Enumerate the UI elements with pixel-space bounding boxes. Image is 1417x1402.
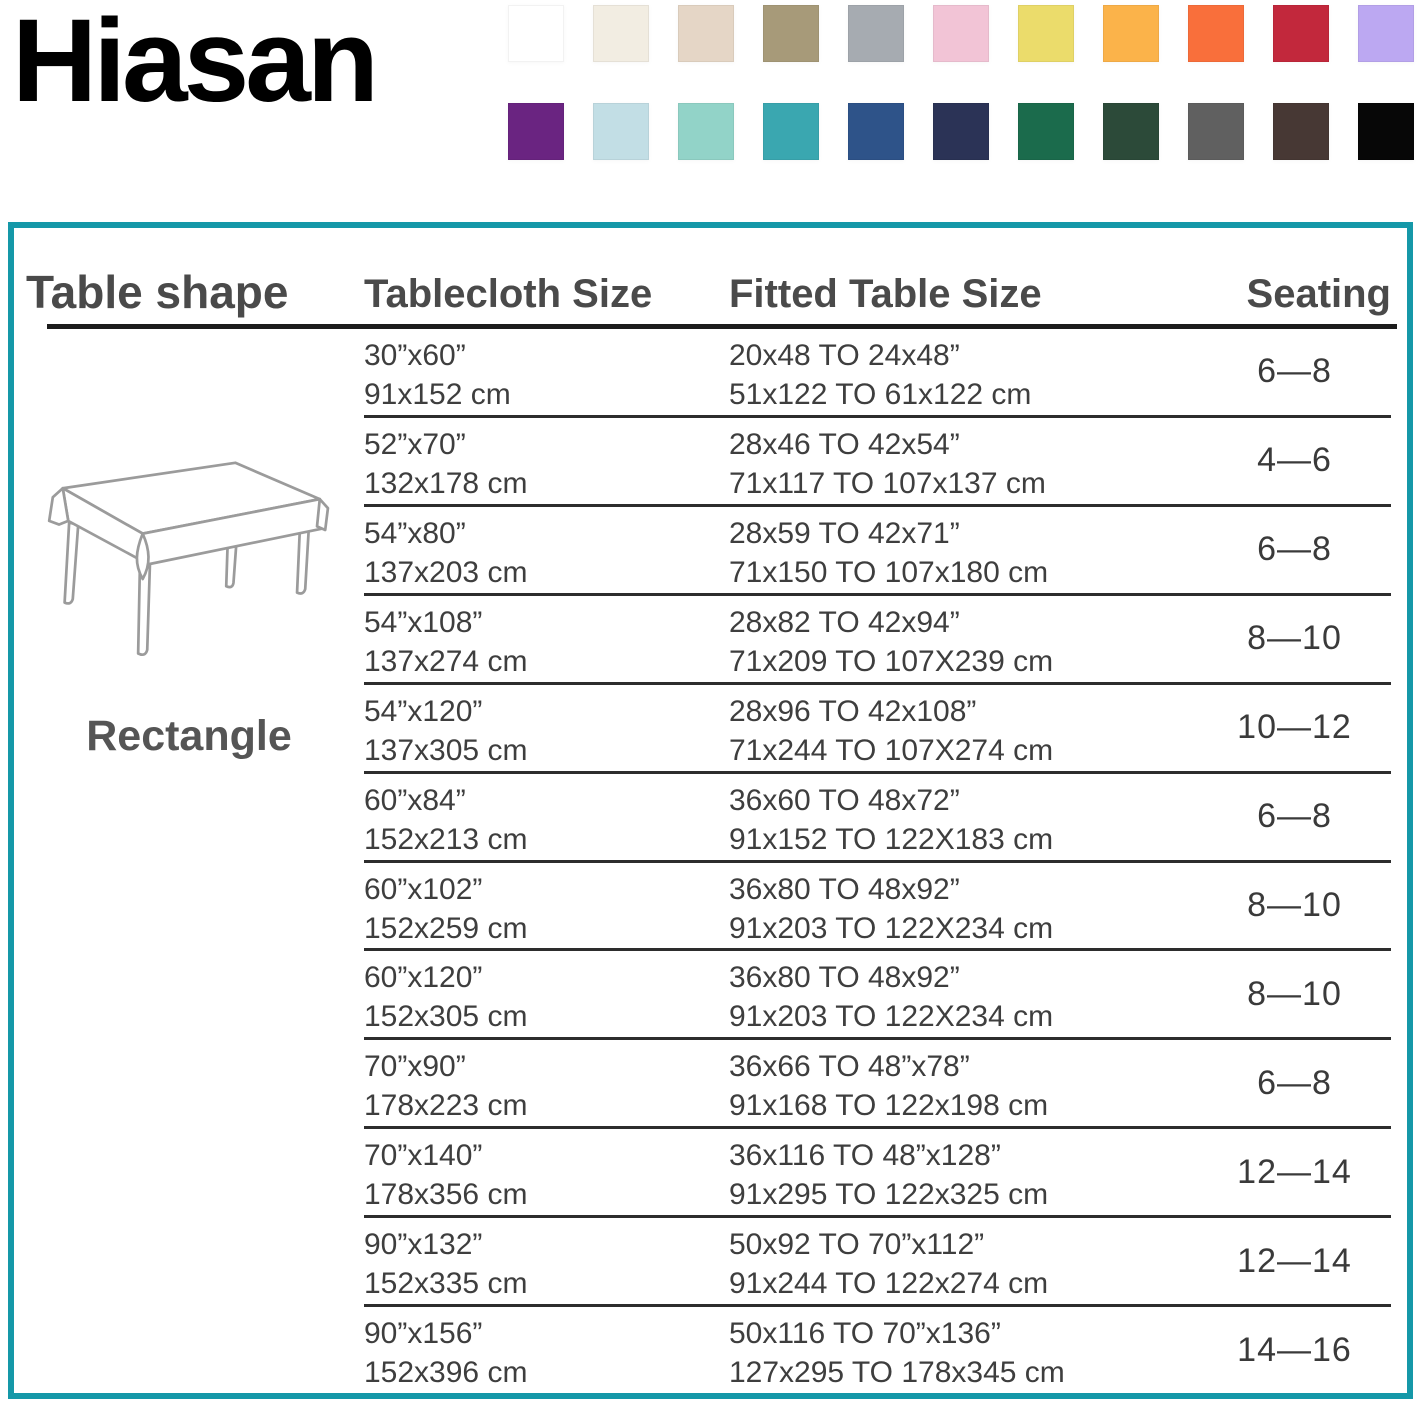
fitted-table-size-cell bbox=[729, 596, 1234, 682]
color-swatch-navy bbox=[933, 103, 989, 160]
color-swatch-yellow bbox=[1018, 5, 1074, 62]
color-swatch-white bbox=[508, 5, 564, 62]
fitted-size-cm: 51x122 TO 61x122 cm bbox=[729, 378, 1032, 411]
size-chart-row bbox=[364, 951, 1391, 1040]
tablecloth-size-cm: 152x396 cm bbox=[364, 1356, 528, 1390]
seating-value: 10—12 bbox=[1237, 708, 1352, 747]
tablecloth-size-cm: 152x335 cm bbox=[364, 1267, 528, 1301]
tablecloth-size-cell bbox=[364, 774, 729, 860]
color-swatch-orange bbox=[1188, 5, 1244, 62]
tablecloth-size-inches: 60”x102” bbox=[364, 872, 483, 906]
tablecloth-size-inches: 54”x120” bbox=[364, 694, 483, 728]
color-swatch-dark-gray bbox=[1188, 103, 1244, 160]
size-chart bbox=[8, 222, 1413, 1399]
size-chart-row bbox=[364, 863, 1391, 952]
size-chart-row bbox=[364, 1218, 1391, 1307]
seating-value: 12—14 bbox=[1237, 1152, 1352, 1191]
color-palette bbox=[508, 5, 1414, 160]
fitted-size-cm: 91x295 TO 122x325 cm bbox=[729, 1178, 1049, 1212]
fitted-size-inches: 20x48 TO 24x48” bbox=[729, 339, 960, 372]
tablecloth-size-inches: 70”x140” bbox=[364, 1139, 483, 1173]
fitted-size-inches: 28x46 TO 42x54” bbox=[729, 427, 960, 461]
seating-value: 8—10 bbox=[1247, 619, 1342, 658]
fitted-size-inches: 50x116 TO 70”x136” bbox=[729, 1317, 1001, 1351]
fitted-table-size-cell bbox=[729, 685, 1234, 771]
fitted-size-inches: 28x82 TO 42x94” bbox=[729, 605, 960, 639]
tablecloth-size-inches: 90”x132” bbox=[364, 1228, 483, 1262]
header-table-shape: Table shape bbox=[26, 266, 289, 318]
size-chart-row bbox=[364, 329, 1391, 418]
fitted-table-size-cell bbox=[729, 418, 1234, 504]
color-swatch-purple bbox=[508, 103, 564, 160]
color-swatch-green bbox=[1018, 103, 1074, 160]
tablecloth-size-cm: 132x178 cm bbox=[364, 466, 528, 500]
tablecloth-size-cm: 137x274 cm bbox=[364, 644, 528, 678]
color-swatch-brown bbox=[1273, 103, 1329, 160]
seating-value: 8—10 bbox=[1247, 885, 1342, 924]
size-chart-row bbox=[364, 1040, 1391, 1129]
tablecloth-size-cm: 91x152 cm bbox=[364, 378, 511, 411]
tablecloth-size-inches: 60”x120” bbox=[364, 961, 483, 995]
rectangle-table-icon bbox=[39, 441, 339, 668]
color-swatch-light-blue bbox=[593, 103, 649, 160]
tablecloth-size-inches: 54”x108” bbox=[364, 605, 483, 639]
fitted-table-size-cell bbox=[729, 1040, 1234, 1126]
tablecloth-size-inches: 90”x156” bbox=[364, 1317, 483, 1351]
tablecloth-size-cell bbox=[364, 863, 729, 949]
header-seating: Seating bbox=[1246, 272, 1391, 316]
color-swatch-ivory bbox=[593, 5, 649, 62]
size-chart-row bbox=[364, 1307, 1391, 1393]
seating-value: 14—16 bbox=[1237, 1330, 1352, 1369]
size-chart-header bbox=[14, 228, 1407, 329]
tablecloth-size-cell bbox=[364, 1307, 729, 1393]
size-chart-row bbox=[364, 507, 1391, 596]
seating-value: 6—8 bbox=[1257, 530, 1332, 569]
color-swatch-gray bbox=[848, 5, 904, 62]
tablecloth-size-cell bbox=[364, 418, 729, 504]
tablecloth-size-cell bbox=[364, 1218, 729, 1304]
fitted-size-cm: 71x209 TO 107X239 cm bbox=[729, 644, 1054, 678]
tablecloth-size-cm: 152x305 cm bbox=[364, 1000, 528, 1034]
size-chart-row bbox=[364, 596, 1391, 685]
seating-value: 6—8 bbox=[1257, 797, 1332, 836]
fitted-size-inches: 36x116 TO 48”x128” bbox=[729, 1139, 1001, 1173]
color-swatch-gold bbox=[1103, 5, 1159, 62]
fitted-table-size-cell bbox=[729, 863, 1234, 949]
fitted-table-size-cell bbox=[729, 329, 1234, 415]
tablecloth-size-cell bbox=[364, 1040, 729, 1126]
palette-row-1 bbox=[508, 5, 1414, 62]
tablecloth-size-cell bbox=[364, 596, 729, 682]
table-shape-cell bbox=[14, 329, 364, 1393]
seating-value: 4—6 bbox=[1257, 441, 1332, 480]
tablecloth-size-cell bbox=[364, 507, 729, 593]
color-swatch-lavender bbox=[1358, 5, 1414, 62]
tablecloth-size-cell bbox=[364, 329, 729, 415]
tablecloth-size-cell bbox=[364, 951, 729, 1037]
fitted-table-size-cell bbox=[729, 1218, 1234, 1304]
fitted-size-cm: 71x117 TO 107x137 cm bbox=[729, 466, 1046, 500]
table-shape-label: Rectangle bbox=[86, 712, 292, 760]
fitted-size-inches: 36x66 TO 48”x78” bbox=[729, 1050, 970, 1084]
tablecloth-size-cell bbox=[364, 1129, 729, 1215]
fitted-table-size-cell bbox=[729, 1307, 1234, 1393]
color-swatch-taupe bbox=[763, 5, 819, 62]
tablecloth-size-inches: 54”x80” bbox=[364, 516, 466, 550]
brand-logo: Hiasan bbox=[12, 0, 375, 127]
fitted-table-size-cell bbox=[729, 951, 1234, 1037]
fitted-size-inches: 50x92 TO 70”x112” bbox=[729, 1228, 985, 1262]
fitted-size-inches: 36x60 TO 48x72” bbox=[729, 783, 960, 817]
color-swatch-beige bbox=[678, 5, 734, 62]
fitted-size-cm: 91x168 TO 122x198 cm bbox=[729, 1089, 1049, 1123]
color-swatch-teal bbox=[763, 103, 819, 160]
fitted-size-cm: 71x150 TO 107x180 cm bbox=[729, 555, 1049, 589]
size-chart-row bbox=[364, 774, 1391, 863]
tablecloth-size-cm: 178x356 cm bbox=[364, 1178, 528, 1212]
tablecloth-size-inches: 60”x84” bbox=[364, 783, 466, 817]
tablecloth-size-cm: 152x259 cm bbox=[364, 911, 528, 945]
header-tablecloth-size: Tablecloth Size bbox=[364, 272, 653, 316]
palette-row-2 bbox=[508, 103, 1414, 160]
fitted-size-inches: 28x59 TO 42x71” bbox=[729, 516, 960, 550]
fitted-table-size-cell bbox=[729, 774, 1234, 860]
fitted-table-size-cell bbox=[729, 507, 1234, 593]
tablecloth-size-cell bbox=[364, 685, 729, 771]
size-chart-row bbox=[364, 685, 1391, 774]
fitted-size-cm: 127x295 TO 178x345 cm bbox=[729, 1356, 1065, 1390]
fitted-size-inches: 36x80 TO 48x92” bbox=[729, 961, 960, 995]
fitted-size-inches: 36x80 TO 48x92” bbox=[729, 872, 960, 906]
seating-value: 12—14 bbox=[1237, 1241, 1352, 1280]
color-swatch-red bbox=[1273, 5, 1329, 62]
tablecloth-size-inches: 30”x60” bbox=[364, 339, 466, 372]
size-chart-row bbox=[364, 1129, 1391, 1218]
fitted-size-cm: 91x203 TO 122X234 cm bbox=[729, 1000, 1054, 1034]
tablecloth-size-cm: 178x223 cm bbox=[364, 1089, 528, 1123]
fitted-size-cm: 71x244 TO 107X274 cm bbox=[729, 733, 1054, 767]
fitted-table-size-cell bbox=[729, 1129, 1234, 1215]
fitted-size-inches: 28x96 TO 42x108” bbox=[729, 694, 977, 728]
seating-value: 6—8 bbox=[1257, 352, 1332, 391]
color-swatch-black bbox=[1358, 103, 1414, 160]
seating-value: 6—8 bbox=[1257, 1063, 1332, 1102]
tablecloth-size-cm: 137x203 cm bbox=[364, 555, 528, 589]
color-swatch-blue bbox=[848, 103, 904, 160]
size-chart-body bbox=[14, 329, 1407, 1393]
fitted-size-cm: 91x203 TO 122X234 cm bbox=[729, 911, 1054, 945]
seating-value: 8—10 bbox=[1247, 974, 1342, 1013]
tablecloth-size-inches: 52”x70” bbox=[364, 427, 466, 461]
tablecloth-size-inches: 70”x90” bbox=[364, 1050, 466, 1084]
header-fitted-table-size: Fitted Table Size bbox=[729, 272, 1042, 316]
color-swatch-pink bbox=[933, 5, 989, 62]
size-chart-rows bbox=[364, 329, 1391, 1393]
tablecloth-size-cm: 152x213 cm bbox=[364, 822, 528, 856]
color-swatch-dark-green bbox=[1103, 103, 1159, 160]
fitted-size-cm: 91x152 TO 122X183 cm bbox=[729, 822, 1054, 856]
tablecloth-size-cm: 137x305 cm bbox=[364, 733, 528, 767]
fitted-size-cm: 91x244 TO 122x274 cm bbox=[729, 1267, 1049, 1301]
size-chart-row bbox=[364, 418, 1391, 507]
color-swatch-seafoam bbox=[678, 103, 734, 160]
